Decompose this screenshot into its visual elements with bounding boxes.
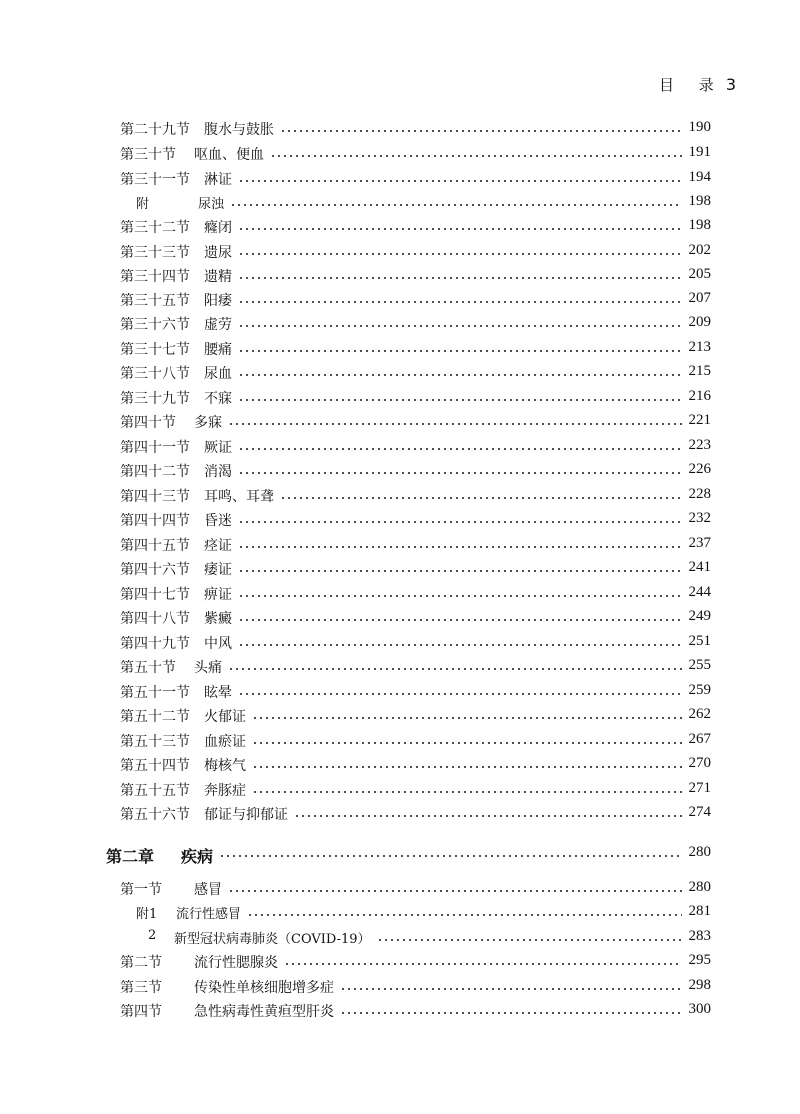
toc-entry-title: 血瘀证 xyxy=(204,734,246,750)
header-label: 目 录 xyxy=(659,76,724,94)
toc-section-number: 第四十一节 xyxy=(120,440,190,456)
toc-page-number: 281 xyxy=(688,903,711,919)
toc-entry[interactable] xyxy=(0,144,800,166)
toc-page-number: 300 xyxy=(688,1001,711,1017)
toc-entry-title: 腰痛 xyxy=(204,342,232,358)
toc-section-number: 第五十六节 xyxy=(120,807,190,823)
toc-page-number: 216 xyxy=(688,388,711,404)
toc-entry-title: 消渴 xyxy=(204,464,232,480)
toc-entry-title: 痿证 xyxy=(204,562,232,578)
toc-entry[interactable] xyxy=(0,363,800,385)
toc-entry-title: 头痛 xyxy=(194,660,222,676)
toc-entry-title: 急性病毒性黄疸型肝炎 xyxy=(194,1004,334,1020)
toc-page-number: 223 xyxy=(688,437,711,453)
toc-page-number: 255 xyxy=(688,657,711,673)
toc-entry-title: 多寐 xyxy=(194,415,222,431)
toc-entry[interactable] xyxy=(0,535,800,557)
toc-page-number: 198 xyxy=(688,217,711,233)
toc-entry[interactable] xyxy=(0,290,800,312)
toc-page-number: 244 xyxy=(688,584,711,600)
toc-entry[interactable] xyxy=(0,928,800,950)
toc-section-number: 第三十六节 xyxy=(120,317,190,333)
toc-section-number: 第三十节 xyxy=(120,147,176,163)
toc-leader-dots xyxy=(238,276,682,280)
toc-leader-dots xyxy=(238,324,682,328)
toc-entry[interactable] xyxy=(0,952,800,974)
toc-entry-title: 厥证 xyxy=(204,440,232,456)
toc-page-number: 205 xyxy=(688,266,711,282)
toc-page-number: 280 xyxy=(688,879,711,895)
toc-leader-dots xyxy=(340,987,682,991)
toc-leader-dots xyxy=(377,938,682,942)
toc-entry-title: 尿血 xyxy=(204,366,232,382)
toc-leader-dots xyxy=(247,913,682,917)
toc-section-number: 第三十五节 xyxy=(120,293,190,309)
toc-page-number: 213 xyxy=(688,339,711,355)
toc-section-number: 第五十二节 xyxy=(120,709,190,725)
toc-entry-title: 呕血、便血 xyxy=(194,147,264,163)
toc-section-number: 第二节 xyxy=(120,955,162,971)
toc-entry-title: 传染性单核细胞增多症 xyxy=(194,980,334,996)
toc-entry-title: 痉证 xyxy=(204,538,232,554)
toc-entry-title: 感冒 xyxy=(194,882,222,898)
toc-section-number: 第三十九节 xyxy=(120,391,190,407)
toc-entry-title: 梅核气 xyxy=(204,758,246,774)
toc-leader-dots xyxy=(238,349,682,353)
toc-entry-title: 奔豚症 xyxy=(204,783,246,799)
toc-entry-title: 火郁证 xyxy=(204,709,246,725)
toc-leader-dots xyxy=(280,129,682,133)
toc-entry-title: 疾病 xyxy=(181,847,214,866)
toc-section-number: 第四节 xyxy=(120,1004,162,1020)
toc-page-number: 194 xyxy=(688,169,711,185)
toc-entry-title: 癃闭 xyxy=(204,220,232,236)
running-header xyxy=(659,74,736,95)
toc-section-number: 第三十七节 xyxy=(120,342,190,358)
toc-page-number: 274 xyxy=(688,804,711,820)
toc-section-number: 第二十九节 xyxy=(120,122,190,138)
toc-page-number: 226 xyxy=(688,461,711,477)
toc-entry-title: 淋证 xyxy=(204,172,232,188)
toc-leader-dots xyxy=(270,154,682,158)
toc-page-number: 232 xyxy=(688,510,711,526)
toc-page-number: 221 xyxy=(688,412,711,428)
toc-leader-dots xyxy=(238,643,682,647)
toc-entry-title: 虚劳 xyxy=(204,317,232,333)
toc-leader-dots xyxy=(238,300,682,304)
toc-section-number: 第三十三节 xyxy=(120,245,190,261)
toc-leader-dots xyxy=(284,962,682,966)
toc-entry[interactable] xyxy=(0,388,800,410)
toc-page-number: 202 xyxy=(688,242,711,258)
toc-leader-dots xyxy=(219,854,682,858)
toc-leader-dots xyxy=(252,790,682,794)
toc-leader-dots xyxy=(252,716,682,720)
toc-page-number: 198 xyxy=(688,193,711,209)
toc-section-number: 第三十四节 xyxy=(120,269,190,285)
toc-leader-dots xyxy=(228,667,682,671)
toc-section-number: 第三十八节 xyxy=(120,366,190,382)
toc-section-number: 第二章 xyxy=(106,847,155,866)
toc-section-number: 第三十一节 xyxy=(120,172,190,188)
toc-entry-title: 痹证 xyxy=(204,587,232,603)
toc-page-number: 228 xyxy=(688,486,711,502)
toc-section-number: 第五十节 xyxy=(120,660,176,676)
toc-entry-title: 阳痿 xyxy=(204,293,232,309)
toc-entry-title: 遗精 xyxy=(204,269,232,285)
toc-entry-title: 流行性感冒 xyxy=(176,907,242,922)
toc-leader-dots xyxy=(252,741,682,745)
toc-leader-dots xyxy=(238,227,682,231)
toc-entry-title: 眩晕 xyxy=(204,685,232,701)
toc-entry[interactable] xyxy=(0,339,800,361)
toc-page-number: 251 xyxy=(688,633,711,649)
toc-leader-dots xyxy=(238,594,682,598)
toc-section-number: 第四十四节 xyxy=(120,513,190,529)
toc-entry[interactable] xyxy=(0,682,800,704)
toc-leader-dots xyxy=(280,496,682,500)
toc-entry[interactable] xyxy=(0,266,800,288)
toc-page-number: 237 xyxy=(688,535,711,551)
toc-entry[interactable] xyxy=(0,977,800,999)
toc-section-number: 第四十六节 xyxy=(120,562,190,578)
toc-leader-dots xyxy=(228,422,682,426)
toc-section-number: 第四十七节 xyxy=(120,587,190,603)
toc-leader-dots xyxy=(238,373,682,377)
toc-leader-dots xyxy=(230,203,682,207)
toc-entry[interactable] xyxy=(0,119,800,141)
toc-entry[interactable] xyxy=(0,633,800,655)
toc-page-number: 259 xyxy=(688,682,711,698)
toc-entry-title: 腹水与鼓胀 xyxy=(204,122,274,138)
toc-entry-title: 遗尿 xyxy=(204,245,232,261)
toc-leader-dots xyxy=(294,814,682,818)
toc-section-number: 第四十三节 xyxy=(120,489,190,505)
toc-page-number: 241 xyxy=(688,559,711,575)
toc-leader-dots xyxy=(238,179,682,183)
toc-entry[interactable] xyxy=(0,804,800,826)
toc-section-number: 第四十节 xyxy=(120,415,176,431)
toc-entry[interactable] xyxy=(0,217,800,239)
toc-section-number: 附 xyxy=(136,197,150,212)
toc-entry-title: 新型冠状病毒肺炎（COVID-19） xyxy=(174,932,371,947)
toc-leader-dots xyxy=(238,692,682,696)
toc-section-number: 第四十九节 xyxy=(120,636,190,652)
toc-section-number: 第四十八节 xyxy=(120,611,190,627)
toc-entry-title: 昏迷 xyxy=(204,513,232,529)
toc-page-number: 270 xyxy=(688,755,711,771)
toc-page-number: 271 xyxy=(688,780,711,796)
toc-entry[interactable] xyxy=(0,879,800,901)
toc-entry[interactable] xyxy=(0,780,800,802)
toc-entry[interactable] xyxy=(0,1001,800,1023)
toc-page-number: 215 xyxy=(688,363,711,379)
toc-entry[interactable] xyxy=(0,412,800,434)
toc-entry[interactable] xyxy=(0,657,800,679)
toc-section-number: 第四十二节 xyxy=(120,464,190,480)
toc-entry-title: 耳鸣、耳聋 xyxy=(204,489,274,505)
toc-entry[interactable] xyxy=(0,242,800,264)
toc-entry[interactable] xyxy=(0,584,800,606)
toc-leader-dots xyxy=(340,1011,682,1015)
toc-entry[interactable] xyxy=(0,755,800,777)
toc-page-number: 295 xyxy=(688,952,711,968)
toc-leader-dots xyxy=(238,398,682,402)
toc-entry[interactable] xyxy=(0,559,800,581)
header-page-number: 3 xyxy=(725,75,736,94)
toc-entry[interactable] xyxy=(0,193,800,215)
toc-entry[interactable] xyxy=(0,510,800,532)
toc-section-number: 2 xyxy=(148,928,157,943)
toc-page-number: 280 xyxy=(688,844,711,860)
toc-entry-title: 尿浊 xyxy=(198,197,225,212)
toc-section-number: 第四十五节 xyxy=(120,538,190,554)
toc-entry[interactable] xyxy=(0,314,800,336)
toc-entry-title: 中风 xyxy=(204,636,232,652)
toc-leader-dots xyxy=(238,569,682,573)
toc-entry-title: 流行性腮腺炎 xyxy=(194,955,278,971)
toc-leader-dots xyxy=(238,252,682,256)
toc-chapter-entry[interactable] xyxy=(0,844,800,866)
toc-page-number: 298 xyxy=(688,977,711,993)
toc-section-number: 附1 xyxy=(136,907,158,922)
toc-page-number: 209 xyxy=(688,314,711,330)
toc-page-number: 190 xyxy=(688,119,711,135)
toc-page-number: 267 xyxy=(688,731,711,747)
toc-entry-title: 不寐 xyxy=(204,391,232,407)
toc-entry[interactable] xyxy=(0,731,800,753)
toc-entry[interactable] xyxy=(0,169,800,191)
toc-leader-dots xyxy=(238,471,682,475)
toc-leader-dots xyxy=(238,520,682,524)
toc-entry[interactable] xyxy=(0,706,800,728)
toc-entry[interactable] xyxy=(0,903,800,925)
toc-entry[interactable] xyxy=(0,486,800,508)
toc-page-number: 207 xyxy=(688,290,711,306)
toc-section-number: 第五十四节 xyxy=(120,758,190,774)
toc-section-number: 第一节 xyxy=(120,882,162,898)
toc-entry[interactable] xyxy=(0,437,800,459)
toc-leader-dots xyxy=(252,765,682,769)
toc-leader-dots xyxy=(238,618,682,622)
toc-page-number: 262 xyxy=(688,706,711,722)
toc-section-number: 第五十五节 xyxy=(120,783,190,799)
toc-section-number: 第三节 xyxy=(120,980,162,996)
toc-page-number: 283 xyxy=(688,928,711,944)
toc-section-number: 第五十三节 xyxy=(120,734,190,750)
toc-page-number: 191 xyxy=(688,144,711,160)
toc-entry-title: 郁证与抑郁证 xyxy=(204,807,288,823)
toc-page-number: 249 xyxy=(688,608,711,624)
toc-entry-title: 紫癜 xyxy=(204,611,232,627)
toc-leader-dots xyxy=(238,447,682,451)
toc-leader-dots xyxy=(228,889,682,893)
toc-section-number: 第五十一节 xyxy=(120,685,190,701)
toc-entry[interactable] xyxy=(0,608,800,630)
toc-section-number: 第三十二节 xyxy=(120,220,190,236)
toc-entry[interactable] xyxy=(0,461,800,483)
toc-leader-dots xyxy=(238,545,682,549)
